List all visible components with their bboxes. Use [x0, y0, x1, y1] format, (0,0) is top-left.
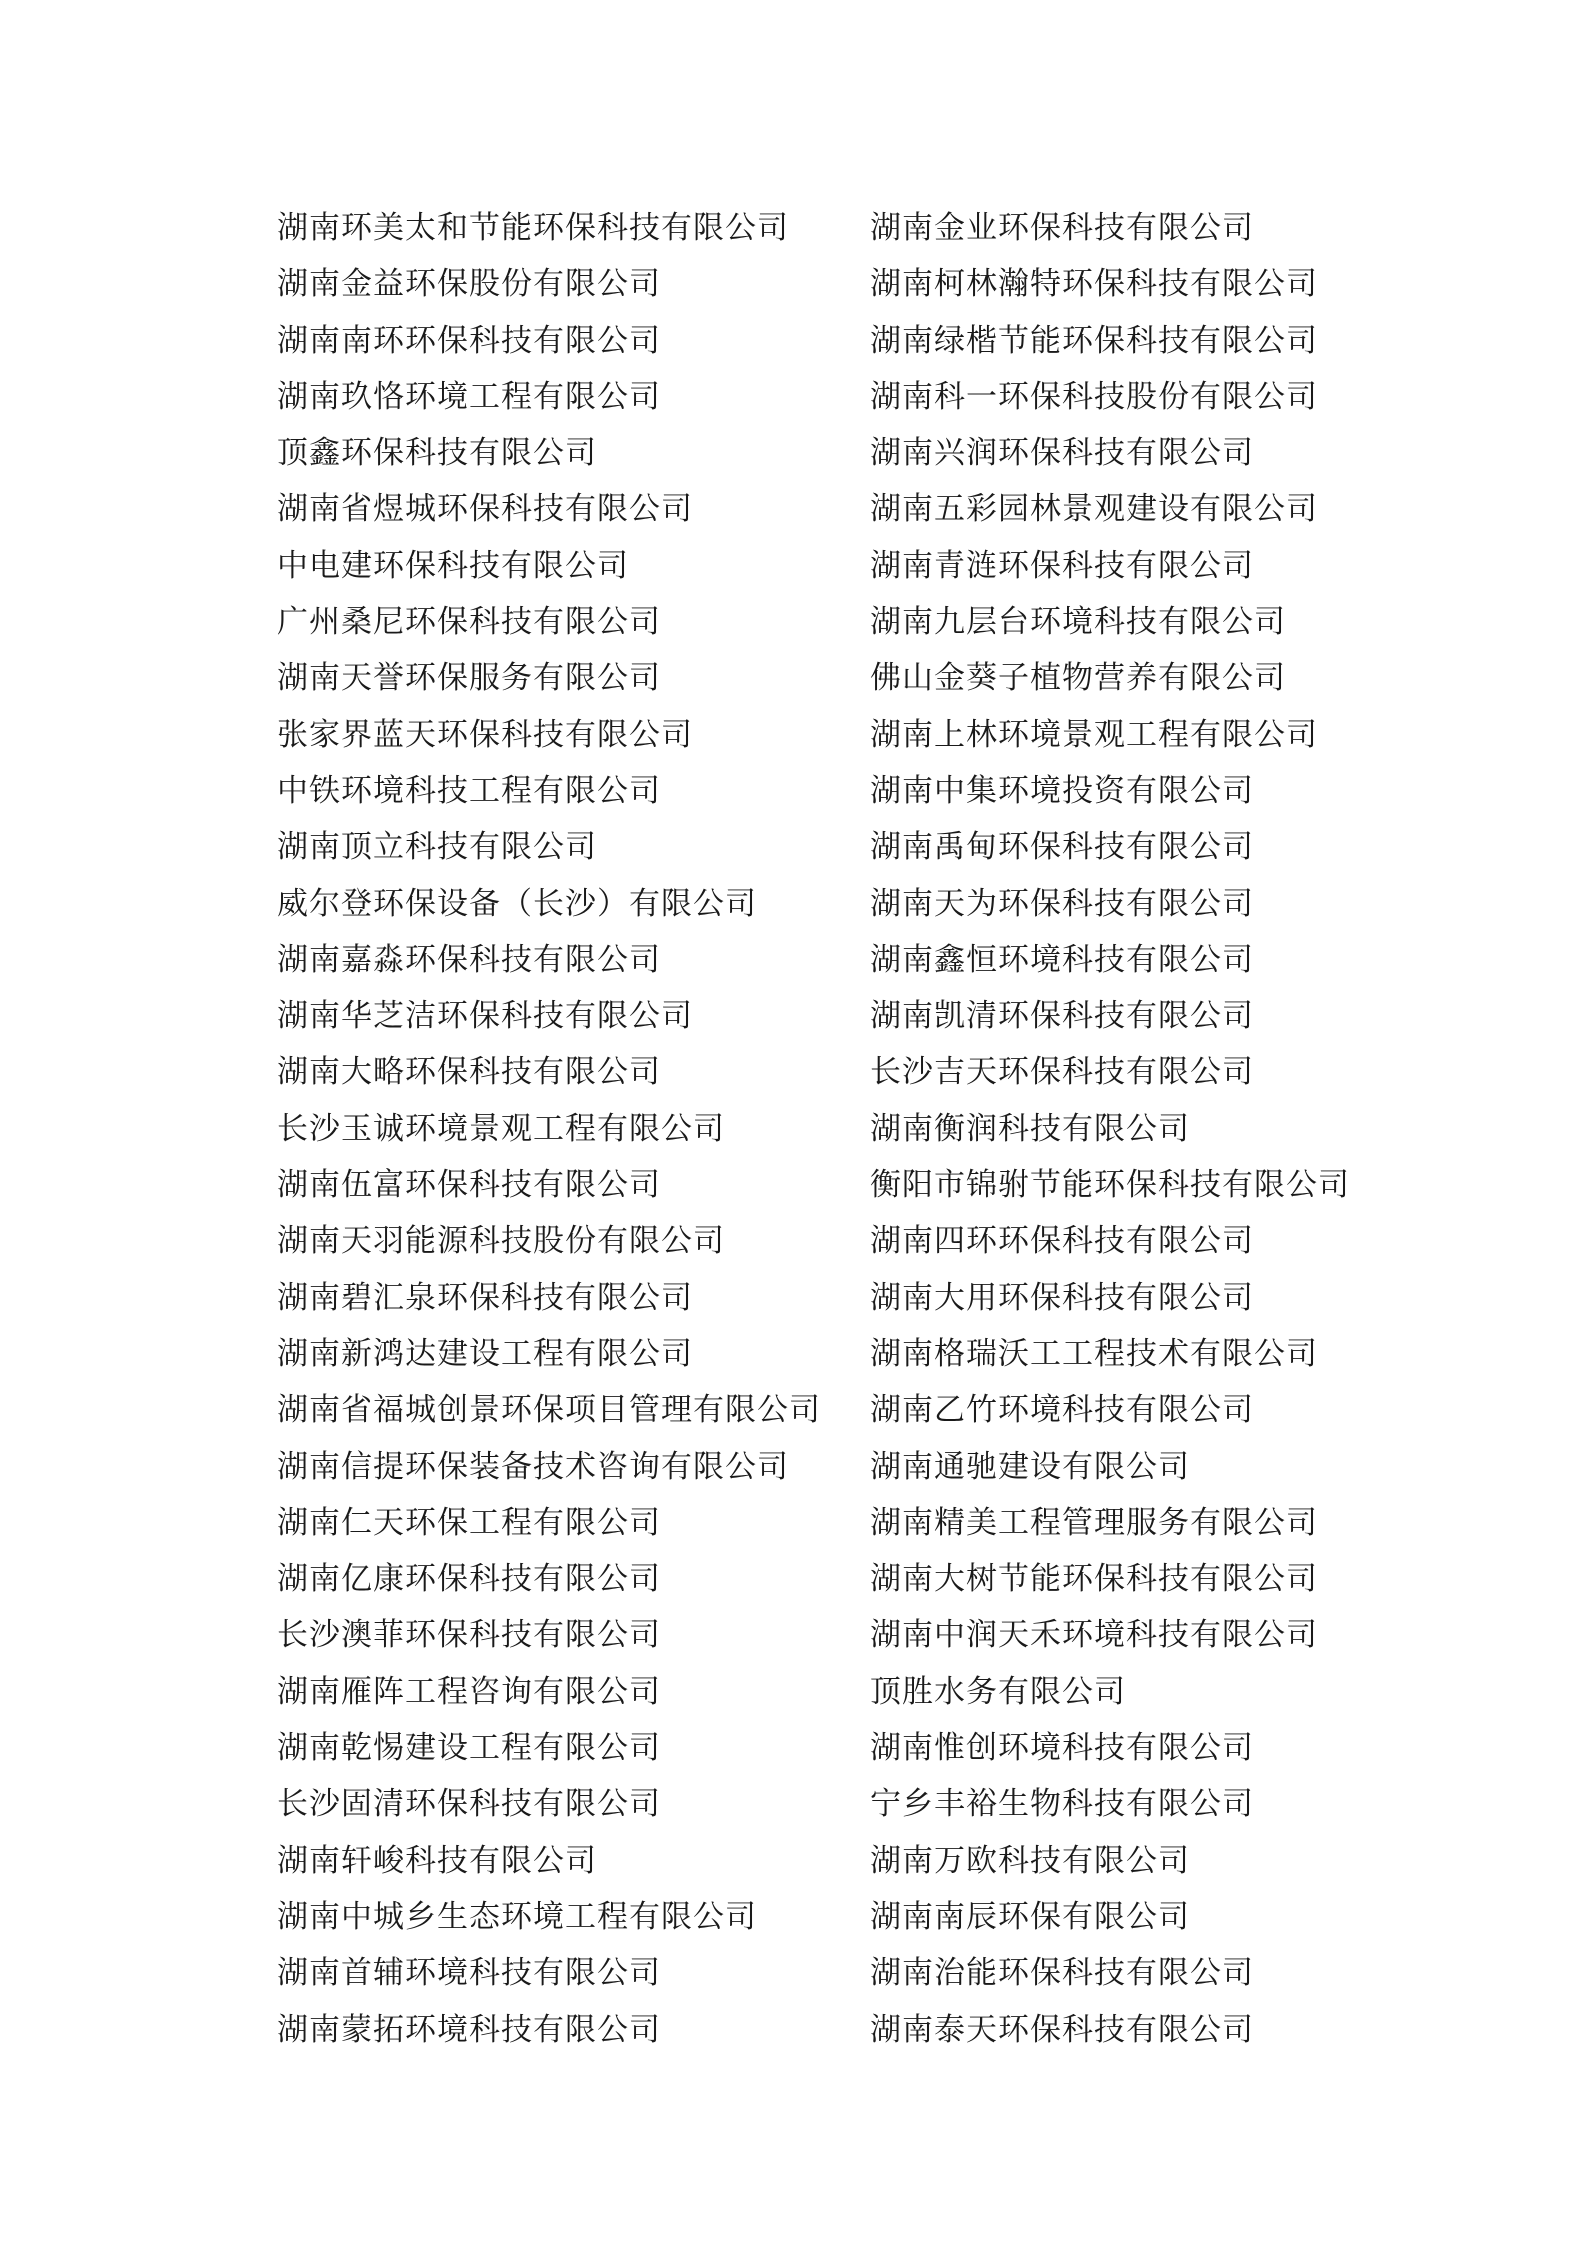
company-name: 中电建环保科技有限公司 — [277, 547, 629, 584]
company-name: 湖南万欧科技有限公司 — [870, 1842, 1190, 1879]
company-name: 湖南四环环保科技有限公司 — [870, 1223, 1254, 1260]
company-name: 湖南上林环境景观工程有限公司 — [870, 716, 1318, 753]
company-name: 湖南通驰建设有限公司 — [870, 1448, 1190, 1485]
company-name: 湖南天羽能源科技股份有限公司 — [277, 1223, 725, 1260]
company-name: 湖南五彩园林景观建设有限公司 — [870, 491, 1318, 528]
company-name: 湖南碧汇泉环保科技有限公司 — [277, 1279, 693, 1316]
company-list-right — [870, 200, 1470, 2058]
company-name: 湖南南环环保科技有限公司 — [277, 322, 661, 359]
company-list-left — [277, 200, 837, 2058]
company-name: 湖南仁天环保工程有限公司 — [277, 1504, 661, 1541]
company-name: 湖南金业环保科技有限公司 — [870, 210, 1254, 246]
company-name: 长沙吉天环保科技有限公司 — [870, 1054, 1254, 1091]
company-name: 湖南华芝洁环保科技有限公司 — [277, 998, 693, 1035]
company-name: 湖南新鸿达建设工程有限公司 — [277, 1335, 693, 1372]
company-name: 湖南中润天禾环境科技有限公司 — [870, 1617, 1318, 1654]
company-name: 湖南蒙拓环境科技有限公司 — [277, 2011, 661, 2048]
company-name: 湖南亿康环保科技有限公司 — [277, 1561, 661, 1598]
company-name: 湖南科一环保科技股份有限公司 — [870, 378, 1318, 415]
company-name: 湖南天为环保科技有限公司 — [870, 885, 1254, 922]
company-name: 湖南伍富环保科技有限公司 — [277, 1167, 661, 1204]
company-name: 湖南金益环保股份有限公司 — [277, 266, 661, 303]
company-name: 湖南南辰环保有限公司 — [870, 1898, 1190, 1935]
company-name: 湖南衡润科技有限公司 — [870, 1110, 1190, 1147]
company-name: 湖南鑫恒环境科技有限公司 — [870, 941, 1254, 978]
company-name: 湖南兴润环保科技有限公司 — [870, 435, 1254, 472]
company-name: 湖南中集环境投资有限公司 — [870, 772, 1254, 809]
company-name: 湖南玖恪环境工程有限公司 — [277, 378, 661, 415]
company-name: 湖南乾惕建设工程有限公司 — [277, 1730, 661, 1767]
company-name: 湖南嘉淼环保科技有限公司 — [277, 941, 661, 978]
company-name: 湖南大树节能环保科技有限公司 — [870, 1561, 1318, 1598]
company-name: 长沙玉诚环境景观工程有限公司 — [277, 1110, 725, 1147]
company-name: 中铁环境科技工程有限公司 — [277, 772, 661, 809]
company-name: 长沙固清环保科技有限公司 — [277, 1786, 661, 1823]
company-name: 湖南格瑞沃工工程技术有限公司 — [870, 1335, 1318, 1372]
company-name: 湖南天誉环保服务有限公司 — [277, 660, 661, 697]
company-name: 湖南禹甸环保科技有限公司 — [870, 829, 1254, 866]
company-name: 湖南凯清环保科技有限公司 — [870, 998, 1254, 1035]
company-name: 广州桑尼环保科技有限公司 — [277, 604, 661, 641]
company-name: 湖南环美太和节能环保科技有限公司 — [277, 210, 789, 246]
company-name: 威尔登环保设备（长沙）有限公司 — [277, 885, 757, 922]
company-name: 张家界蓝天环保科技有限公司 — [277, 716, 693, 753]
company-name: 湖南乙竹环境科技有限公司 — [870, 1392, 1254, 1429]
company-name: 顶胜水务有限公司 — [870, 1673, 1126, 1710]
company-name: 湖南惟创环境科技有限公司 — [870, 1730, 1254, 1767]
company-name: 湖南省煜城环保科技有限公司 — [277, 491, 693, 528]
company-name: 湖南青涟环保科技有限公司 — [870, 547, 1254, 584]
company-name: 湖南泰天环保科技有限公司 — [870, 2011, 1254, 2048]
company-name: 湖南大用环保科技有限公司 — [870, 1279, 1254, 1316]
company-name: 长沙澳菲环保科技有限公司 — [277, 1617, 661, 1654]
company-name: 湖南中城乡生态环境工程有限公司 — [277, 1898, 757, 1935]
company-name: 佛山金葵子植物营养有限公司 — [870, 660, 1286, 697]
company-name: 湖南省福城创景环保项目管理有限公司 — [277, 1392, 821, 1429]
company-name: 湖南九层台环境科技有限公司 — [870, 604, 1286, 641]
company-name: 衡阳市锦驸节能环保科技有限公司 — [870, 1167, 1350, 1204]
company-name: 湖南柯林瀚特环保科技有限公司 — [870, 266, 1318, 303]
company-name: 宁乡丰裕生物科技有限公司 — [870, 1786, 1254, 1823]
company-name: 湖南信提环保装备技术咨询有限公司 — [277, 1448, 789, 1485]
company-name: 湖南轩峻科技有限公司 — [277, 1842, 597, 1879]
company-name: 湖南治能环保科技有限公司 — [870, 1955, 1254, 1992]
company-name: 湖南雁阵工程咨询有限公司 — [277, 1673, 661, 1710]
company-name: 湖南绿楷节能环保科技有限公司 — [870, 322, 1318, 359]
company-name: 湖南精美工程管理服务有限公司 — [870, 1504, 1318, 1541]
company-name: 顶鑫环保科技有限公司 — [277, 435, 597, 472]
company-name: 湖南顶立科技有限公司 — [277, 829, 597, 866]
company-name: 湖南大略环保科技有限公司 — [277, 1054, 661, 1091]
company-name: 湖南首辅环境科技有限公司 — [277, 1955, 661, 1992]
